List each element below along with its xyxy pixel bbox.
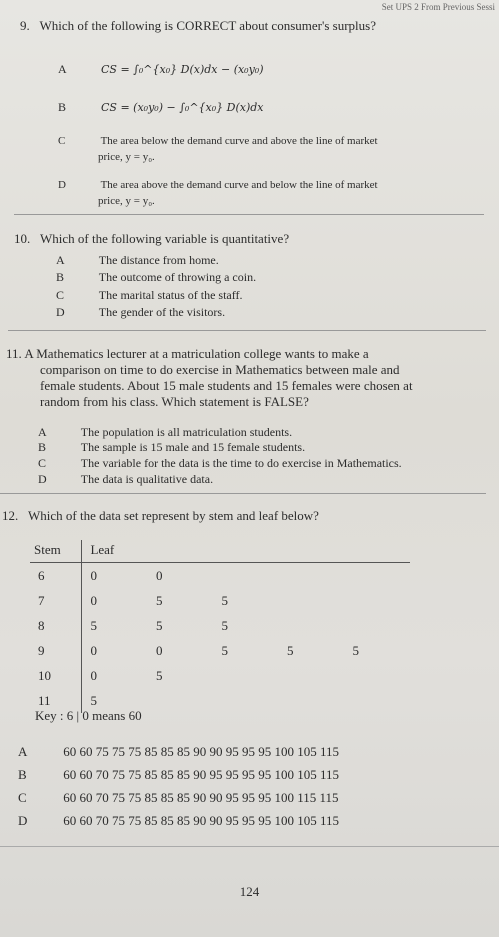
q11-option-b xyxy=(38,440,305,455)
option-letter: C xyxy=(58,135,66,147)
stem-cell: 8 xyxy=(30,613,82,638)
table-row xyxy=(30,563,410,589)
q10-option-c xyxy=(56,288,243,303)
leaf-cell xyxy=(279,663,345,688)
q12-option-a xyxy=(18,744,339,759)
table-row xyxy=(30,638,410,663)
leaf-cell: 5 xyxy=(286,642,294,658)
q10-option-b xyxy=(56,270,256,285)
leaf-cell: 5 xyxy=(352,642,359,658)
stem-header: Stem xyxy=(34,542,61,557)
question-10 xyxy=(14,231,484,247)
leaf-cell: 5 xyxy=(155,592,163,608)
leaf-cell: 0 xyxy=(155,567,163,583)
question-text: Which of the following is CORRECT about consumer's surplus? xyxy=(39,18,376,33)
q9-option-c-line2 xyxy=(98,150,155,165)
leaf-cell xyxy=(344,663,410,688)
option-formula: CS = ∫₀^{x₀} D(x)dx − (x₀y₀) xyxy=(101,63,264,76)
leaf-cell xyxy=(279,688,345,713)
leaf-cell xyxy=(213,563,279,589)
leaf-cell xyxy=(279,588,345,613)
option-text: 60 60 70 75 75 85 85 85 90 90 95 95 95 100 105 115 xyxy=(63,813,340,828)
option-text: 60 60 70 75 75 85 85 85 90 90 95 95 95 100 115 115 xyxy=(63,790,339,805)
divider xyxy=(8,330,486,331)
option-letter: B xyxy=(38,440,47,454)
stem-cell: 10 xyxy=(30,663,82,688)
q12-option-d xyxy=(18,813,339,828)
leaf-cell: 0 xyxy=(90,667,97,683)
leaf-cell xyxy=(213,688,279,713)
leaf-cell: 5 xyxy=(221,617,228,633)
option-letter: C xyxy=(18,790,27,805)
table-header-row xyxy=(30,540,410,563)
option-text: The outcome of throwing a coin. xyxy=(98,270,257,284)
option-text: The population is all matriculation students. xyxy=(80,425,293,439)
q9-option-d-line2 xyxy=(98,194,155,209)
leaf-cell xyxy=(344,613,410,638)
q12-option-c xyxy=(18,790,339,805)
option-letter: A xyxy=(58,62,67,76)
table-row xyxy=(30,663,410,688)
option-text: The data is qualitative data. xyxy=(80,472,214,486)
question-text: Which of the data set represent by stem and leaf below? xyxy=(28,508,319,523)
question-11-line-4: random from his class. Which statement is FALSE? xyxy=(40,394,309,409)
leaf-cell xyxy=(344,588,410,613)
leaf-cell: 0 xyxy=(90,567,97,583)
option-letter: D xyxy=(38,472,47,486)
table-row xyxy=(30,613,410,638)
option-text: 60 60 70 75 75 85 85 85 90 95 95 95 95 100 105 115 xyxy=(63,767,340,782)
question-number: 10. xyxy=(14,231,31,246)
leaf-cell: 0 xyxy=(155,642,163,658)
question-9 xyxy=(20,18,480,34)
question-11-line-3: female students. About 15 male students and 15 females were chosen at xyxy=(40,378,413,393)
leaf-cell: 5 xyxy=(155,617,163,633)
leaf-cell: 0 xyxy=(90,642,97,658)
option-letter: D xyxy=(58,179,66,191)
option-text: 60 60 75 75 75 85 85 85 90 90 95 95 95 100 105 115 xyxy=(63,744,340,759)
leaf-cell xyxy=(279,563,345,589)
question-text-line: A Mathematics lecturer at a matriculation college wants to make a xyxy=(24,346,369,361)
q9-option-b xyxy=(58,100,264,115)
option-letter: B xyxy=(58,100,67,114)
leaf-cell xyxy=(213,663,279,688)
page-number: 124 xyxy=(239,884,260,899)
leaf-cell: 5 xyxy=(155,667,163,683)
option-text: The area above the demand curve and below the line of market xyxy=(100,179,378,191)
leaf-header: Leaf xyxy=(82,540,410,563)
leaf-cell: 5 xyxy=(221,642,228,658)
option-text: The distance from home. xyxy=(98,253,219,267)
option-letter: A xyxy=(56,253,65,267)
stem-cell: 7 xyxy=(30,588,82,613)
question-number: 12. xyxy=(2,508,19,523)
option-letter: B xyxy=(56,270,65,284)
leaf-cell: 0 xyxy=(90,592,97,608)
question-number: 11. xyxy=(6,346,22,361)
option-letter: A xyxy=(18,744,28,759)
stem-cell: 11 xyxy=(30,688,82,713)
q11-option-a xyxy=(38,425,292,440)
stem-leaf-key: Key : 6 | 0 means 60 xyxy=(35,708,142,723)
option-letter: A xyxy=(38,425,47,439)
divider xyxy=(0,493,486,494)
q10-option-d xyxy=(56,305,225,320)
leaf-cell: 5 xyxy=(90,692,97,708)
option-text: The variable for the data is the time to do exercise in Mathematics. xyxy=(80,456,402,470)
option-text: The marital status of the staff. xyxy=(98,288,243,302)
option-text: The area below the demand curve and above the line of market xyxy=(100,135,378,147)
option-letter: D xyxy=(18,813,28,828)
stem-cell: 9 xyxy=(30,638,82,663)
header-note: Set UPS 2 From Previous Sessi xyxy=(381,2,495,12)
option-text: price, y = y₀. xyxy=(98,151,155,163)
leaf-cell: 5 xyxy=(90,617,97,633)
option-formula: CS = (x₀y₀) − ∫₀^{x₀} D(x)dx xyxy=(101,101,264,114)
q9-option-a xyxy=(58,62,264,77)
leaf-cell xyxy=(344,563,410,589)
option-text: The sample is 15 male and 15 female students. xyxy=(80,440,306,454)
q10-option-a xyxy=(56,253,219,268)
question-11-line-2: comparison on time to do exercise in Mathematics between male and xyxy=(40,362,400,377)
option-letter: B xyxy=(18,767,27,782)
leaf-cell: 5 xyxy=(221,592,228,608)
leaf-cell xyxy=(148,688,214,713)
footer-divider xyxy=(0,846,499,847)
option-letter: C xyxy=(38,456,47,470)
option-letter: C xyxy=(56,288,65,302)
question-12 xyxy=(2,508,492,524)
stem-leaf-table xyxy=(30,540,410,713)
option-text: The gender of the visitors. xyxy=(98,305,226,319)
q11-option-d xyxy=(38,472,213,487)
q12-option-b xyxy=(18,767,339,782)
q9-option-d xyxy=(58,178,378,193)
q9-option-c xyxy=(58,134,378,149)
leaf-cell xyxy=(344,688,410,713)
question-11 xyxy=(6,346,491,362)
option-text: price, y = y₀. xyxy=(98,195,155,207)
table-row xyxy=(30,588,410,613)
divider xyxy=(14,214,484,215)
question-text: Which of the following variable is quantitative? xyxy=(40,231,290,246)
question-number: 9. xyxy=(20,18,30,33)
stem-cell: 6 xyxy=(30,563,82,589)
leaf-cell xyxy=(279,613,345,638)
q11-option-c xyxy=(38,456,402,471)
option-letter: D xyxy=(56,305,65,319)
